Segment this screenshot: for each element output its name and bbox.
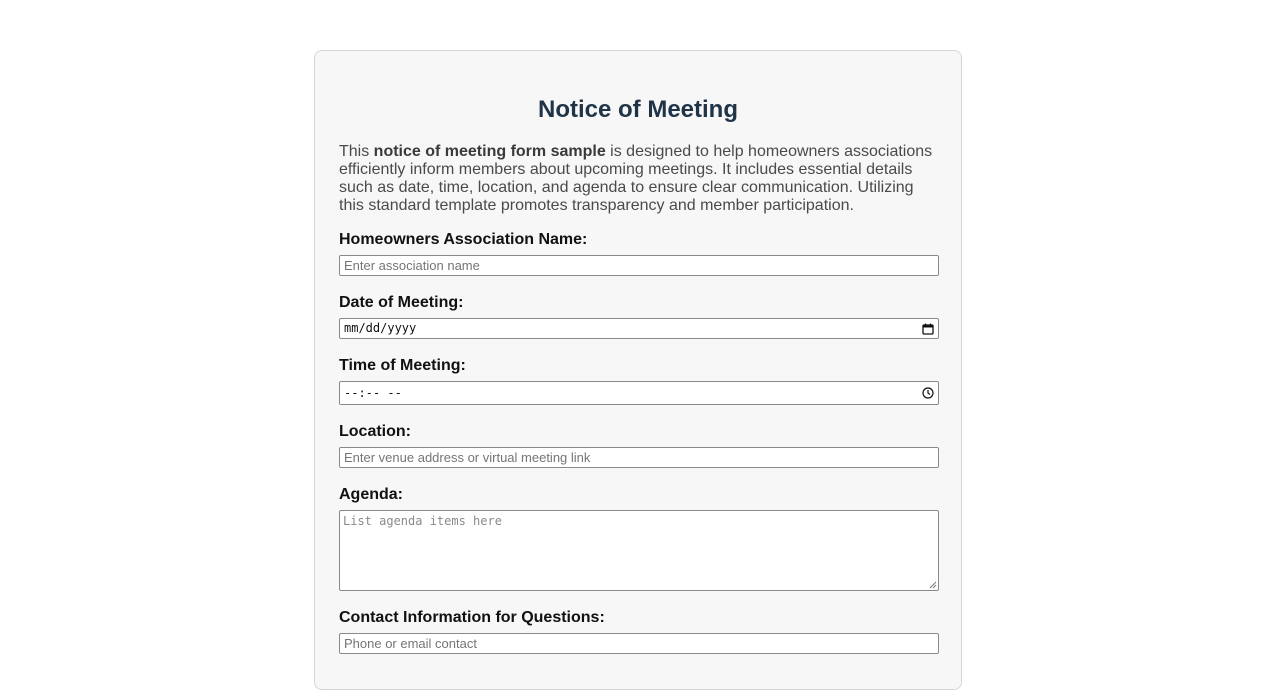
page-title: Notice of Meeting <box>537 96 738 123</box>
contact-input[interactable]: Phone or email contact <box>339 633 939 654</box>
agenda-placeholder: List agenda items here <box>343 514 502 528</box>
intro-bold-text: notice of meeting form sample <box>373 143 606 160</box>
time-field-group <box>339 356 939 405</box>
agenda-field-group <box>339 485 939 591</box>
association-label: Homeowners Association Name: <box>339 231 588 248</box>
agenda-textarea[interactable] <box>339 510 939 591</box>
intro-prefix: This <box>339 143 374 160</box>
date-label: Date of Meeting: <box>339 294 464 311</box>
date-value: mm/dd/yyyy <box>344 321 417 335</box>
clock-icon[interactable] <box>922 387 934 399</box>
time-label: Time of Meeting: <box>339 357 466 374</box>
time-value: --:-- -- <box>344 386 402 400</box>
calendar-icon[interactable] <box>922 323 934 335</box>
meeting-form-card <box>314 50 962 690</box>
date-field-group <box>339 293 939 339</box>
location-label: Location: <box>339 423 411 440</box>
agenda-label: Agenda: <box>339 486 403 503</box>
association-input[interactable]: Enter association name <box>339 255 939 276</box>
contact-label: Contact Information for Questions: <box>339 609 605 626</box>
contact-field-group <box>339 608 939 654</box>
location-field-group <box>339 422 939 468</box>
resize-handle-icon[interactable] <box>929 581 937 589</box>
intro-paragraph <box>339 143 939 215</box>
date-input[interactable] <box>339 318 939 339</box>
intro-suffix: is designed to help homeowners associations efficiently inform members about upcoming meetings. It includes essential details such as date, time, location, and agenda to ensure clear communication. Utilizing this standard template promotes transparency and member participation. <box>339 143 933 214</box>
location-input[interactable]: Enter venue address or virtual meeting link <box>339 447 939 468</box>
association-field-group <box>339 230 939 276</box>
time-input[interactable] <box>339 381 939 405</box>
